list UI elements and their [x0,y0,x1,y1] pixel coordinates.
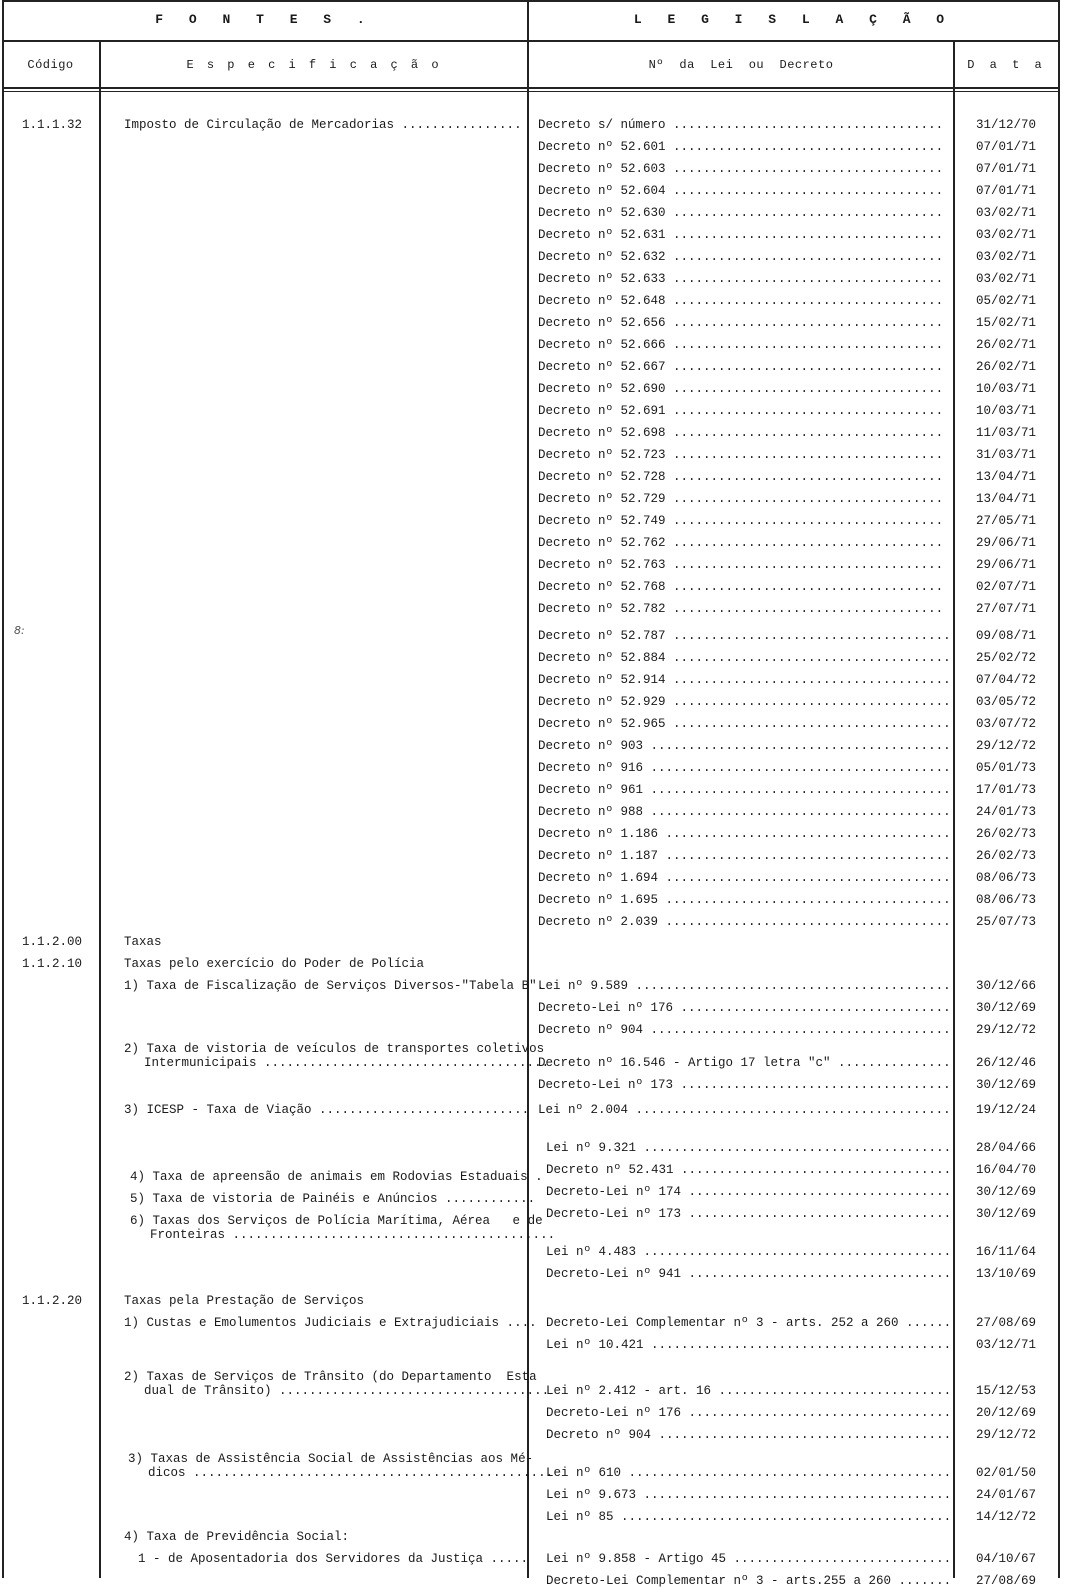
lei-decreto-cell: Lei nº 2.004 .......................................... [538,1103,951,1117]
data-cell: 03/02/71 [976,272,1037,286]
data-cell: 29/06/71 [976,558,1037,572]
especificacao-cell: 2) Taxas de Serviços de Trânsito (do Departamento Esta [124,1370,537,1384]
data-cell: 27/07/71 [976,602,1037,616]
especificacao-cell: Taxas [124,935,162,949]
data-cell: 25/02/72 [976,651,1037,665]
col-sep-fontes-legislacao [527,0,529,1578]
lei-decreto-cell: Decreto nº 52.633 .................................... [538,272,944,286]
header-data: D a t a [967,58,1046,72]
data-cell: 26/12/46 [976,1056,1037,1070]
lei-decreto-cell: Decreto nº 903 ........................................ [538,739,951,753]
header-legislacao: L E G I S L A Ç Ã O [633,12,954,27]
data-cell: 24/01/73 [976,805,1037,819]
codigo-cell: 1.1.2.00 [22,935,83,949]
data-cell: 07/04/72 [976,673,1037,687]
especificacao-cell: Taxas pelo exercício do Poder de Polícia [124,957,425,971]
lei-decreto-cell: Decreto nº 1.187 ...................................... [538,849,951,863]
especificacao-cell: 1) Custas e Emolumentos Judiciais e Extrajudiciais .... [124,1316,537,1330]
data-cell: 19/12/24 [976,1103,1037,1117]
data-cell: 07/01/71 [976,140,1037,154]
data-cell: 29/12/72 [976,1023,1037,1037]
lei-decreto-cell: Decreto nº 52.884 ..................................... [538,651,951,665]
lei-decreto-cell: Decreto-Lei nº 173 ................................... [546,1207,952,1221]
lei-decreto-cell: Lei nº 9.673 ......................................... [546,1488,952,1502]
header-divider-2a [2,87,1060,89]
lei-decreto-cell: Decreto-Lei nº 176 .................................... [538,1001,951,1015]
especificacao-cell: 3) ICESP - Taxa de Viação ............................ [124,1103,530,1117]
data-cell: 16/04/70 [976,1163,1037,1177]
lei-decreto-cell: Lei nº 4.483 ......................................... [546,1245,952,1259]
lei-decreto-cell: Decreto nº 1.186 ...................................... [538,827,951,841]
lei-decreto-cell: Decreto nº 2.039 ...................................... [538,915,951,929]
col-sep-data [953,40,955,1578]
data-cell: 26/02/73 [976,849,1037,863]
especificacao-cell: 2) Taxa de vistoria de veículos de transportes coletivos [124,1042,545,1056]
lei-decreto-cell: Lei nº 610 ........................................... [546,1466,952,1480]
lei-decreto-cell: Decreto nº 52.787 ..................................... [538,629,951,643]
data-cell: 25/07/73 [976,915,1037,929]
data-cell: 29/12/72 [976,739,1037,753]
data-cell: 05/02/71 [976,294,1037,308]
codigo-cell: 1.1.1.32 [22,118,83,132]
data-cell: 30/12/69 [976,1078,1037,1092]
lei-decreto-cell: Decreto nº 52.631 .................................... [538,228,944,242]
data-cell: 07/01/71 [976,162,1037,176]
data-cell: 24/01/67 [976,1488,1037,1502]
lei-decreto-cell: Decreto nº 52.728 .................................... [538,470,944,484]
data-cell: 27/08/69 [976,1316,1037,1330]
lei-decreto-cell: Decreto nº 52.698 .................................... [538,426,944,440]
especificacao-cell: 1 - de Aposentadoria dos Servidores da Justiça ..... [138,1552,529,1566]
lei-decreto-cell: Lei nº 10.421 ........................................ [546,1338,952,1352]
header-divider-2b [2,91,1060,92]
col-sep-codigo [99,40,101,1578]
lei-decreto-cell: Decreto nº 904 ....................................... [546,1428,952,1442]
header-numero-lei: Nº da Lei ou Decreto [648,58,834,72]
lei-decreto-cell: Decreto s/ número .................................... [538,118,944,132]
lei-decreto-cell: Decreto nº 52.729 .................................... [538,492,944,506]
data-cell: 10/03/71 [976,404,1037,418]
top-border [2,0,1060,2]
lei-decreto-cell: Decreto nº 52.762 .................................... [538,536,944,550]
lei-decreto-cell: Decreto nº 961 ........................................ [538,783,951,797]
data-cell: 05/01/73 [976,761,1037,775]
lei-decreto-cell: Decreto nº 52.914 ..................................... [538,673,951,687]
data-cell: 03/05/72 [976,695,1037,709]
data-cell: 03/02/71 [976,206,1037,220]
especificacao-cell: Intermunicipais ...................................... [144,1056,550,1070]
lei-decreto-cell: Decreto nº 52.763 .................................... [538,558,944,572]
data-cell: 30/12/69 [976,1207,1037,1221]
data-cell: 30/12/69 [976,1185,1037,1199]
lei-decreto-cell: Decreto nº 16.546 - Artigo 17 letra "c" ............... [538,1056,951,1070]
lei-decreto-cell: Decreto nº 1.695 ...................................... [538,893,951,907]
lei-decreto-cell: Lei nº 9.589 .......................................... [538,979,951,993]
data-cell: 11/03/71 [976,426,1037,440]
lei-decreto-cell: Decreto nº 52.965 ..................................... [538,717,951,731]
data-cell: 17/01/73 [976,783,1037,797]
especificacao-cell: Taxas pela Prestação de Serviços [124,1294,365,1308]
especificacao-cell: Imposto de Circulação de Mercadorias ................ [124,118,522,132]
lei-decreto-cell: Decreto nº 52.667 .................................... [538,360,944,374]
especificacao-cell: dual de Trânsito) .................................... [144,1384,550,1398]
data-cell: 13/04/71 [976,492,1037,506]
lei-decreto-cell: Decreto nº 52.431 .................................... [546,1163,952,1177]
header-especificacao: E s p e c i f i c a ç ã o [186,58,442,72]
lei-decreto-cell: Decreto nº 52.656 .................................... [538,316,944,330]
lei-decreto-cell: Lei nº 2.412 - art. 16 ............................... [546,1384,952,1398]
especificacao-cell: 5) Taxa de vistoria de Painéis e Anúncios ............ [130,1192,536,1206]
lei-decreto-cell: Decreto-Lei nº 173 .................................... [538,1078,951,1092]
left-border [2,0,4,1578]
header-fontes: F O N T E S . [155,12,374,27]
data-cell: 31/12/70 [976,118,1037,132]
header-codigo: Código [27,58,74,72]
data-cell: 26/02/73 [976,827,1037,841]
header-divider-1 [2,40,1060,42]
lei-decreto-cell: Decreto nº 52.632 .................................... [538,250,944,264]
data-cell: 10/03/71 [976,382,1037,396]
lei-decreto-cell: Decreto nº 1.694 ...................................... [538,871,951,885]
data-cell: 13/04/71 [976,470,1037,484]
lei-decreto-cell: Decreto-Lei Complementar nº 3 - arts.255 a 260 ....... [546,1574,952,1588]
right-border [1058,0,1060,1578]
data-cell: 02/07/71 [976,580,1037,594]
margin-note: 8: [14,624,25,637]
data-cell: 27/05/71 [976,514,1037,528]
data-cell: 08/06/73 [976,871,1037,885]
codigo-cell: 1.1.2.10 [22,957,83,971]
lei-decreto-cell: Lei nº 85 ............................................ [546,1510,952,1524]
data-cell: 09/08/71 [976,629,1037,643]
lei-decreto-cell: Decreto nº 916 ........................................ [538,761,951,775]
data-cell: 03/07/72 [976,717,1037,731]
lei-decreto-cell: Lei nº 9.321 ......................................... [546,1141,952,1155]
data-cell: 31/03/71 [976,448,1037,462]
data-cell: 03/02/71 [976,228,1037,242]
lei-decreto-cell: Decreto nº 52.601 .................................... [538,140,944,154]
especificacao-cell: 3) Taxas de Assistência Social de Assistências aos Mé- [128,1452,534,1466]
lei-decreto-cell: Decreto nº 52.929 ..................................... [538,695,951,709]
lei-decreto-cell: Decreto nº 52.782 .................................... [538,602,944,616]
data-cell: 14/12/72 [976,1510,1037,1524]
lei-decreto-cell: Decreto nº 52.648 .................................... [538,294,944,308]
especificacao-cell: 4) Taxa de apreensão de animais em Rodovias Estaduais . [130,1170,543,1184]
data-cell: 30/12/66 [976,979,1037,993]
lei-decreto-cell: Decreto nº 52.690 .................................... [538,382,944,396]
data-cell: 30/12/69 [976,1001,1037,1015]
data-cell: 03/12/71 [976,1338,1037,1352]
lei-decreto-cell: Decreto nº 52.604 .................................... [538,184,944,198]
lei-decreto-cell: Lei nº 9.858 - Artigo 45 ............................. [546,1552,952,1566]
data-cell: 04/10/67 [976,1552,1037,1566]
data-cell: 07/01/71 [976,184,1037,198]
especificacao-cell: dicos ................................................ [148,1466,554,1480]
data-cell: 15/02/71 [976,316,1037,330]
data-cell: 26/02/71 [976,338,1037,352]
data-cell: 08/06/73 [976,893,1037,907]
data-cell: 02/01/50 [976,1466,1037,1480]
lei-decreto-cell: Decreto nº 52.768 .................................... [538,580,944,594]
lei-decreto-cell: Decreto nº 904 ........................................ [538,1023,951,1037]
codigo-cell: 1.1.2.20 [22,1294,83,1308]
lei-decreto-cell: Decreto nº 52.749 .................................... [538,514,944,528]
lei-decreto-cell: Decreto-Lei nº 174 ................................... [546,1185,952,1199]
lei-decreto-cell: Decreto nº 52.603 .................................... [538,162,944,176]
lei-decreto-cell: Decreto nº 988 ........................................ [538,805,951,819]
data-cell: 15/12/53 [976,1384,1037,1398]
lei-decreto-cell: Decreto-Lei nº 176 ................................... [546,1406,952,1420]
data-cell: 29/06/71 [976,536,1037,550]
data-cell: 20/12/69 [976,1406,1037,1420]
data-cell: 16/11/64 [976,1245,1037,1259]
especificacao-cell: 6) Taxas dos Serviços de Polícia Marítima, Aérea e de [130,1214,543,1228]
lei-decreto-cell: Decreto-Lei Complementar nº 3 - arts. 252 a 260 ...... [546,1316,952,1330]
data-cell: 26/02/71 [976,360,1037,374]
especificacao-cell: 1) Taxa de Fiscalização de Serviços Diversos-"Tabela B". [124,979,545,993]
lei-decreto-cell: Decreto-Lei nº 941 ................................... [546,1267,952,1281]
especificacao-cell: Fronteiras ........................................... [150,1228,556,1242]
lei-decreto-cell: Decreto nº 52.630 .................................... [538,206,944,220]
data-cell: 27/08/69 [976,1574,1037,1588]
data-cell: 29/12/72 [976,1428,1037,1442]
data-cell: 13/10/69 [976,1267,1037,1281]
data-cell: 03/02/71 [976,250,1037,264]
lei-decreto-cell: Decreto nº 52.691 .................................... [538,404,944,418]
especificacao-cell: 4) Taxa de Previdência Social: [124,1530,350,1544]
data-cell: 28/04/66 [976,1141,1037,1155]
lei-decreto-cell: Decreto nº 52.723 .................................... [538,448,944,462]
lei-decreto-cell: Decreto nº 52.666 .................................... [538,338,944,352]
